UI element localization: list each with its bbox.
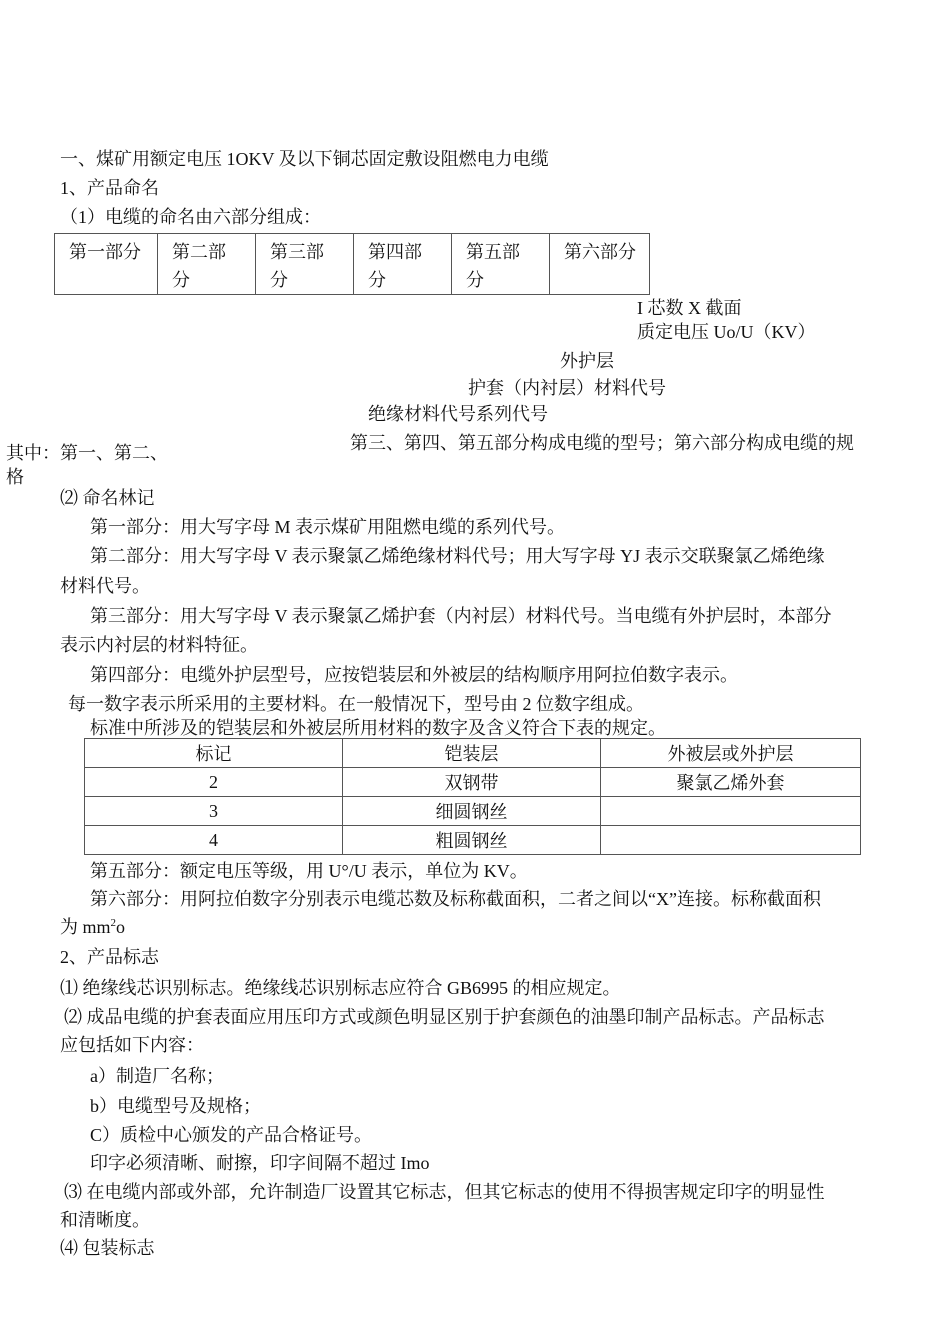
note-left: 其中：第一、第二、 (6, 443, 168, 463)
rule-part-6: 第六部分：用阿拉伯数字分别表示电缆芯数及标称截面积，二者之间以“X”连接。标称截面积 (90, 889, 821, 909)
part-4-cell (354, 234, 452, 295)
cell-armor: 粗圆钢丝 (343, 826, 601, 855)
marking-item-2-cont: 应包括如下内容： (60, 1035, 204, 1055)
header-mark: 标记 (85, 739, 343, 768)
cell-outer (601, 826, 861, 855)
marking-content-a: a）制造厂名称； (90, 1066, 224, 1086)
marking-item-3: ⑶ 在电缆内部或外部，允许制造厂设置其它标志，但其它标志的使用不得损害规定印字的明显性 (64, 1182, 825, 1202)
cell-armor: 细圆钢丝 (343, 797, 601, 826)
diagram-label-cores: I 芯数 X 截面 (637, 298, 742, 318)
rules-title: ⑵ 命名林记 (60, 488, 155, 508)
header-outer: 外被层或外护层 (601, 739, 861, 768)
marking-content-c: C）质检中心颁发的产品合格证号。 (90, 1125, 373, 1145)
part-5-cell (452, 234, 550, 295)
cell-outer (601, 797, 861, 826)
table-row (85, 826, 861, 855)
rule-part-2: 第二部分：用大写字母 V 表示聚氯乙烯绝缘材料代号；用大写字母 YJ 表示交联聚氯乙烯绝缘 (90, 546, 825, 566)
part-6-cell (550, 234, 650, 295)
rule-part-3: 第三部分：用大写字母 V 表示聚氯乙烯护套（内衬层）材料代号。当电缆有外护层时，本部分 (90, 606, 832, 626)
part-3-cell (256, 234, 354, 295)
document-heading: 一、煤矿用额定电压 1OKV 及以下铜芯固定敷设阻燃电力电缆 (60, 149, 549, 169)
materials-header-row (85, 739, 861, 768)
table-row (85, 768, 861, 797)
marking-print-rule: 印字必须清晰、耐擦，印字间隔不超过 Imo (90, 1153, 430, 1173)
marking-item-4: ⑷ 包装标志 (60, 1238, 155, 1258)
header-armor: 铠装层 (343, 739, 601, 768)
rule-part-6-cont: 为 $mm^2o$ (60, 917, 126, 937)
marking-item-2: ⑵ 成品电缆的护套表面应用压印方式或颜色明显区别于护套颜色的油墨印制产品标志。产品标志 (64, 1007, 825, 1027)
rule-part-4-digits: 每一数字表示所采用的主要材料。在一般情况下，型号由 2 位数字组成。 (68, 694, 644, 714)
section-1-subtitle: （1）电缆的命名由六部分组成： (60, 207, 321, 227)
table-row (85, 797, 861, 826)
diagram-label-voltage: 质定电压 Uo/U（KV） (637, 322, 816, 342)
diagram-label-insulation: 绝缘材料代号系列代号 (368, 404, 548, 424)
note-right: 第三、第四、第五部分构成电缆的型号；第六部分构成电缆的规 (350, 433, 854, 453)
part-label: 第六部分 (564, 242, 636, 262)
marking-content-b: b）电缆型号及规格； (90, 1096, 261, 1116)
cell-mark: 2 (85, 768, 343, 797)
part-label: 第二部 分 (172, 242, 226, 290)
part-label: 第一部分 (69, 242, 141, 262)
marking-item-1: ⑴ 绝缘线芯识别标志。绝缘线芯识别标志应符合 GB6995 的相应规定。 (60, 978, 621, 998)
cell-mark: 3 (85, 797, 343, 826)
part-2-cell (158, 234, 256, 295)
rule-part-4-table-intro: 标准中所涉及的铠装层和外被层所用材料的数字及含义符合下表的规定。 (90, 718, 666, 738)
rule-part-5: 第五部分：额定电压等级，用 U°/U 表示，单位为 KV。 (90, 861, 528, 881)
rule-part-4: 第四部分：电缆外护层型号，应按铠装层和外被层的结构顺序用阿拉伯数字表示。 (90, 665, 738, 685)
cell-armor: 双钢带 (343, 768, 601, 797)
part-label: 第四部 分 (368, 242, 422, 290)
part-label: 第五部 分 (466, 242, 520, 290)
part-1-cell (55, 234, 158, 295)
section-2-title: 2、产品标志 (60, 947, 159, 967)
rule-part-1: 第一部分：用大写字母 M 表示煤矿用阻燃电缆的系列代号。 (90, 517, 566, 537)
cell-outer: 聚氯乙烯外套 (601, 768, 861, 797)
note-cut: 格 (6, 467, 24, 487)
materials-table (84, 738, 861, 855)
marking-item-3-cont: 和清晰度。 (60, 1210, 150, 1230)
part-label: 第三部 分 (270, 242, 324, 290)
diagram-label-outer-sheath: 外护层 (560, 351, 614, 371)
rule-part-2-cont: 材料代号。 (60, 576, 150, 596)
rule-part-3-cont: 表示内衬层的材料特征。 (60, 635, 258, 655)
section-1-title: 1、产品命名 (60, 178, 159, 198)
parts-table (54, 233, 650, 295)
cell-mark: 4 (85, 826, 343, 855)
diagram-label-jacket: 护套（内衬层）材料代号 (468, 378, 666, 398)
